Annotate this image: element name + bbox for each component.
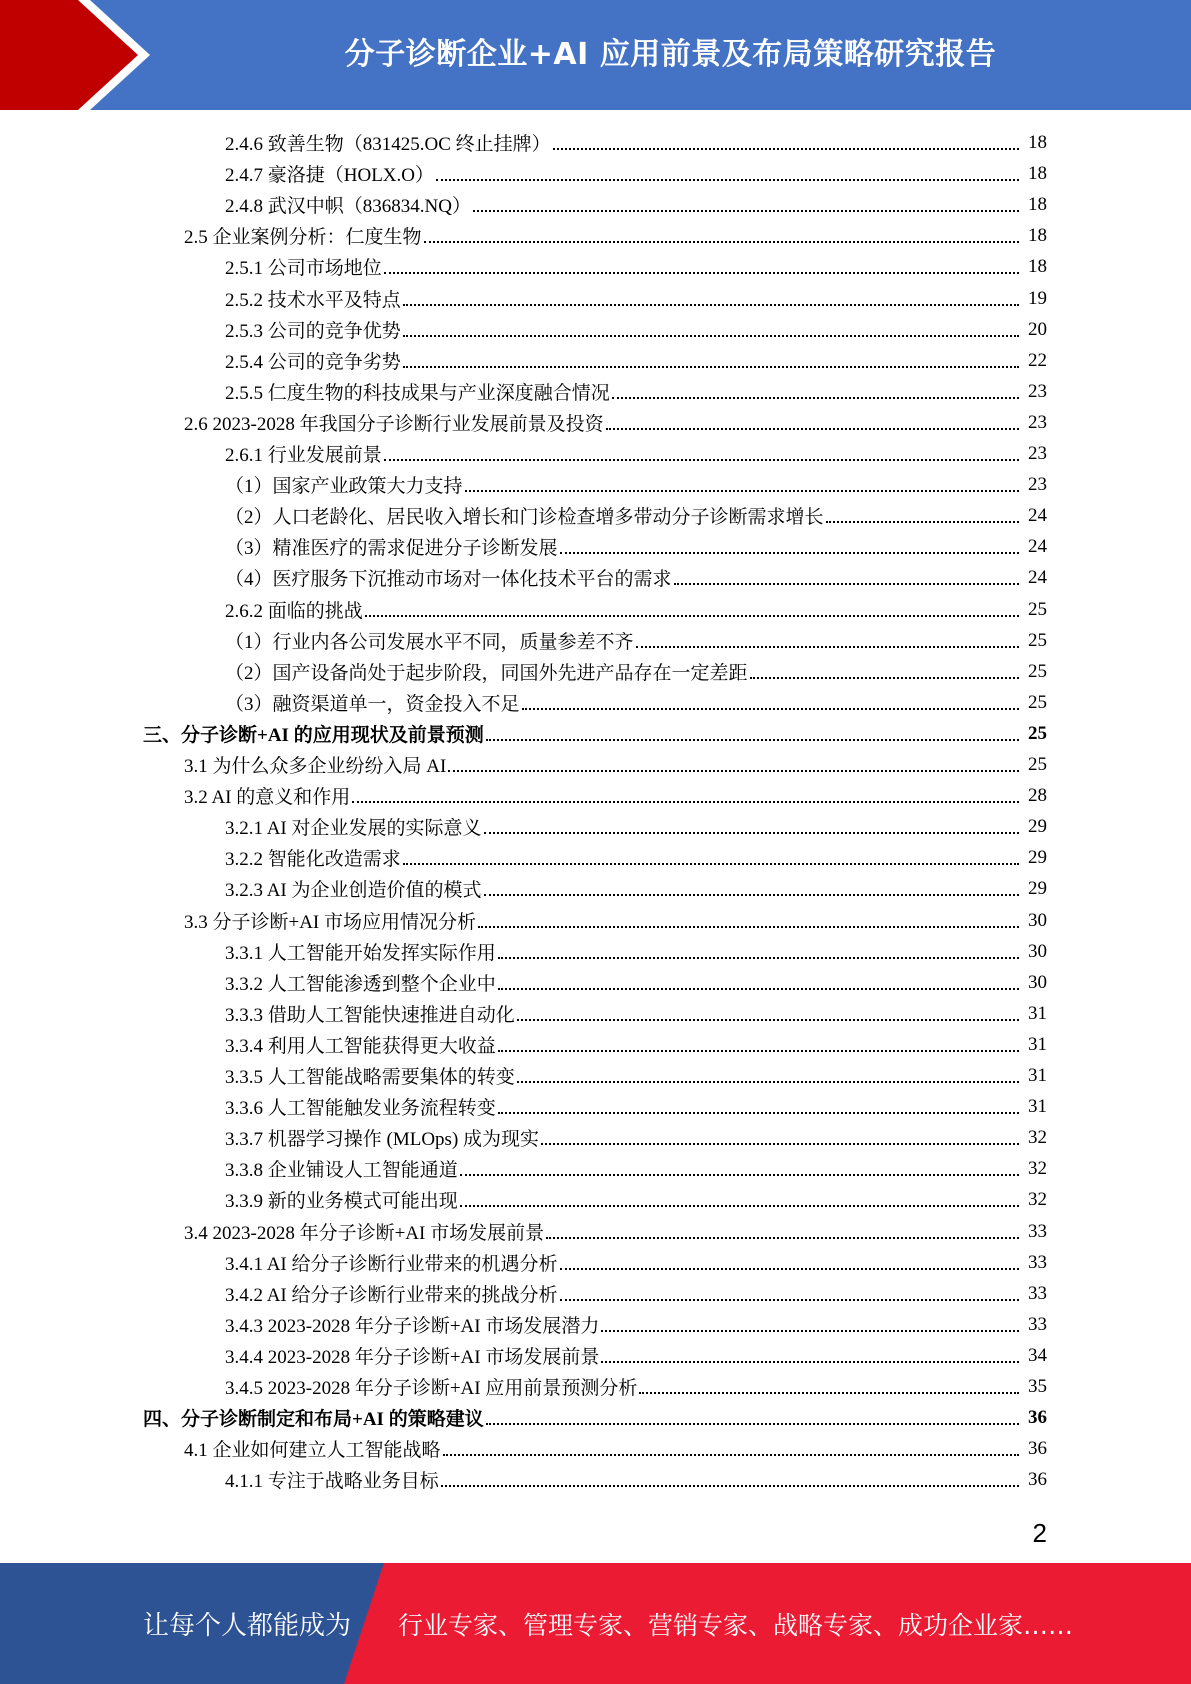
toc-entry-page: 34 bbox=[1028, 1344, 1047, 1366]
toc-entry[interactable] bbox=[143, 718, 1047, 749]
toc-leader-dots bbox=[460, 1204, 1019, 1207]
toc-entry-label: 3.2.1 AI 对企业发展的实际意义 bbox=[225, 818, 482, 839]
toc-entry-page: 35 bbox=[1028, 1375, 1047, 1397]
page-number: 2 bbox=[1032, 1518, 1047, 1548]
toc-leader-dots bbox=[403, 303, 1019, 306]
toc-entry[interactable] bbox=[225, 811, 1047, 842]
toc-entry[interactable] bbox=[225, 936, 1047, 967]
toc-entry-label: 2.5.4 公司的竞争劣势 bbox=[225, 352, 401, 373]
toc-leader-dots bbox=[560, 1267, 1019, 1270]
toc-entry-label: 2.6 2023-2028 年我国分子诊断行业发展前景及投资 bbox=[184, 414, 604, 435]
toc-leader-dots bbox=[826, 520, 1019, 523]
toc-entry-label: 2.5.3 公司的竞争优势 bbox=[225, 321, 401, 342]
toc-entry[interactable] bbox=[225, 531, 1047, 562]
toc-leader-dots bbox=[436, 178, 1019, 181]
toc-entry-label: 4.1 企业如何建立人工智能战略 bbox=[184, 1440, 441, 1461]
toc-entry-page: 18 bbox=[1028, 131, 1047, 153]
toc-leader-dots bbox=[541, 1142, 1019, 1145]
toc-leader-dots bbox=[606, 427, 1019, 430]
toc-entry-label: 4.1.1 专注于战略业务目标 bbox=[225, 1471, 439, 1492]
toc-entry-label: 3.4.5 2023-2028 年分子诊断+AI 应用前景预测分析 bbox=[225, 1378, 638, 1399]
toc-entry-label: （1）行业内各公司发展水平不同，质量参差不齐 bbox=[225, 632, 634, 653]
toc-entry-page: 25 bbox=[1028, 660, 1047, 682]
toc-entry-page: 30 bbox=[1028, 909, 1047, 931]
toc-entry[interactable] bbox=[225, 1091, 1047, 1122]
toc-entry-page: 25 bbox=[1028, 753, 1047, 775]
toc-entry[interactable] bbox=[225, 656, 1047, 687]
toc-entry-label: 3.3.8 企业铺设人工智能通道 bbox=[225, 1160, 458, 1181]
toc-entry[interactable] bbox=[225, 1029, 1047, 1060]
toc-entry-label: （3）精准医疗的需求促进分子诊断发展 bbox=[225, 538, 558, 559]
toc-entry-page: 29 bbox=[1028, 846, 1047, 868]
toc-leader-dots bbox=[441, 1484, 1019, 1487]
toc-leader-dots bbox=[636, 645, 1019, 648]
toc-entry-page: 29 bbox=[1028, 877, 1047, 899]
toc-entry-page: 31 bbox=[1028, 1033, 1047, 1055]
toc-entry-page: 30 bbox=[1028, 940, 1047, 962]
toc-entry-page: 24 bbox=[1028, 504, 1047, 526]
toc-entry[interactable] bbox=[225, 873, 1047, 904]
toc-entry-page: 31 bbox=[1028, 1002, 1047, 1024]
toc-entry-label: 3.3.6 人工智能触发业务流程转变 bbox=[225, 1098, 496, 1119]
toc-entry[interactable] bbox=[184, 1216, 1047, 1247]
toc-entry-label: 3.3.3 借助人工智能快速推进自动化 bbox=[225, 1005, 515, 1026]
toc-entry[interactable] bbox=[184, 905, 1047, 936]
toc-leader-dots bbox=[522, 707, 1019, 710]
toc-entry-page: 31 bbox=[1028, 1064, 1047, 1086]
toc-leader-dots bbox=[517, 1018, 1019, 1021]
toc-entry-page: 32 bbox=[1028, 1188, 1047, 1210]
toc-leader-dots bbox=[478, 925, 1019, 928]
toc-entry-page: 25 bbox=[1028, 629, 1047, 651]
toc-entry-label: 三、分子诊断+AI 的应用现状及前景预测 bbox=[143, 725, 484, 746]
footer-slogan: 让每个人都能成为 bbox=[143, 1611, 352, 1641]
toc-entry[interactable] bbox=[184, 407, 1047, 438]
toc-entry-label: 3.4.1 AI 给分子诊断行业带来的机遇分析 bbox=[225, 1254, 558, 1275]
toc-leader-dots bbox=[484, 893, 1019, 896]
toc-entry-page: 29 bbox=[1028, 815, 1047, 837]
toc-entry-label: 3.3.1 人工智能开始发挥实际作用 bbox=[225, 943, 496, 964]
toc-entry-page: 23 bbox=[1028, 411, 1047, 433]
toc-leader-dots bbox=[473, 209, 1019, 212]
toc-entry[interactable] bbox=[225, 967, 1047, 998]
toc-leader-dots bbox=[546, 1236, 1019, 1239]
toc-entry-label: （2）国产设备尚处于起步阶段，同国外先进产品存在一定差距 bbox=[225, 663, 748, 684]
toc-entry-page: 32 bbox=[1028, 1126, 1047, 1148]
toc-entry-label: 四、分子诊断制定和布局+AI 的策略建议 bbox=[143, 1409, 484, 1430]
toc-leader-dots bbox=[460, 1173, 1019, 1176]
page-footer bbox=[0, 1563, 1191, 1684]
toc-entry[interactable] bbox=[225, 469, 1047, 500]
toc-entry-label: 3.3.7 机器学习操作 (MLOps) 成为现实 bbox=[225, 1129, 540, 1150]
toc-leader-dots bbox=[484, 831, 1019, 834]
toc-leader-dots bbox=[384, 458, 1019, 461]
toc-leader-dots bbox=[448, 769, 1019, 772]
toc-leader-dots bbox=[486, 1422, 1019, 1425]
toc-entry-page: 18 bbox=[1028, 255, 1047, 277]
toc-leader-dots bbox=[517, 1080, 1019, 1083]
toc-entry-label: （1）国家产业政策大力支持 bbox=[225, 476, 463, 497]
toc-leader-dots bbox=[601, 1360, 1019, 1363]
toc-entry[interactable] bbox=[225, 189, 1047, 220]
toc-entry[interactable] bbox=[225, 687, 1047, 718]
toc-entry-label: 2.5.2 技术水平及特点 bbox=[225, 290, 401, 311]
toc-entry-page: 31 bbox=[1028, 1095, 1047, 1117]
toc-entry-label: 2.6.1 行业发展前景 bbox=[225, 445, 382, 466]
toc-entry[interactable] bbox=[225, 1309, 1047, 1340]
toc-entry-page: 23 bbox=[1028, 442, 1047, 464]
toc-entry[interactable] bbox=[225, 251, 1047, 282]
toc-entry[interactable] bbox=[225, 1278, 1047, 1309]
toc-entry[interactable] bbox=[184, 749, 1047, 780]
toc-entry[interactable] bbox=[225, 1464, 1047, 1495]
toc-entry-page: 33 bbox=[1028, 1313, 1047, 1335]
toc-entry-label: 2.5 企业案例分析：仁度生物 bbox=[184, 227, 422, 248]
toc-leader-dots bbox=[639, 1391, 1019, 1394]
toc-leader-dots bbox=[750, 676, 1019, 679]
toc-entry-page: 33 bbox=[1028, 1220, 1047, 1242]
toc-leader-dots bbox=[553, 147, 1019, 150]
toc-entry[interactable] bbox=[225, 562, 1047, 593]
toc-leader-dots bbox=[498, 987, 1019, 990]
toc-entry-page: 18 bbox=[1028, 162, 1047, 184]
toc-entry-label: 3.3.5 人工智能战略需要集体的转变 bbox=[225, 1067, 515, 1088]
toc-entry[interactable] bbox=[143, 1402, 1047, 1433]
toc-entry[interactable] bbox=[184, 1433, 1047, 1464]
toc-entry-page: 36 bbox=[1028, 1468, 1047, 1490]
toc-entry-page: 20 bbox=[1028, 318, 1047, 340]
toc-entry[interactable] bbox=[225, 314, 1047, 345]
toc-entry-page: 24 bbox=[1028, 566, 1047, 588]
toc-entry[interactable] bbox=[225, 500, 1047, 531]
toc-entry-label: 3.3 分子诊断+AI 市场应用情况分析 bbox=[184, 912, 477, 933]
toc-entry-page: 30 bbox=[1028, 971, 1047, 993]
toc-entry-page: 36 bbox=[1028, 1406, 1047, 1428]
toc-entry-page: 32 bbox=[1028, 1157, 1047, 1179]
toc-entry-label: 3.3.4 利用人工智能获得更大收益 bbox=[225, 1036, 496, 1057]
toc-entry[interactable] bbox=[225, 625, 1047, 656]
toc-entry-page: 24 bbox=[1028, 535, 1047, 557]
toc-entry-page: 18 bbox=[1028, 193, 1047, 215]
toc-leader-dots bbox=[384, 271, 1019, 274]
toc-entry-label: 3.2 AI 的意义和作用 bbox=[184, 787, 351, 808]
toc-entry[interactable] bbox=[225, 345, 1047, 376]
toc-entry-page: 23 bbox=[1028, 380, 1047, 402]
toc-leader-dots bbox=[403, 334, 1019, 337]
toc-entry-label: 2.4.6 致善生物（831425.OC 终止挂牌） bbox=[225, 134, 551, 155]
toc-entry-page: 28 bbox=[1028, 784, 1047, 806]
toc-entry-label: 2.5.1 公司市场地位 bbox=[225, 258, 382, 279]
toc-entry-label: 2.4.7 豪洛捷（HOLX.O） bbox=[225, 165, 434, 186]
toc-entry[interactable] bbox=[225, 376, 1047, 407]
toc-leader-dots bbox=[352, 800, 1019, 803]
toc-leader-dots bbox=[560, 1298, 1019, 1301]
toc-entry[interactable] bbox=[225, 1247, 1047, 1278]
toc-entry[interactable] bbox=[225, 438, 1047, 469]
toc-entry[interactable] bbox=[225, 1340, 1047, 1371]
toc-entry-label: 2.6.2 面临的挑战 bbox=[225, 601, 363, 622]
toc-entry[interactable] bbox=[225, 594, 1047, 625]
toc-entry-page: 19 bbox=[1028, 287, 1047, 309]
toc-entry-label: （2）人口老龄化、居民收入增长和门诊检查增多带动分子诊断需求增长 bbox=[225, 507, 824, 528]
toc-entry-page: 23 bbox=[1028, 473, 1047, 495]
toc-leader-dots bbox=[498, 956, 1019, 959]
toc-entry-label: 3.4.4 2023-2028 年分子诊断+AI 市场发展前景 bbox=[225, 1347, 600, 1368]
toc-entry[interactable] bbox=[184, 780, 1047, 811]
footer-roles: 行业专家、管理专家、营销专家、战略专家、成功企业家…… bbox=[398, 1610, 1074, 1640]
toc-entry-label: （3）融资渠道单一，资金投入不足 bbox=[225, 694, 520, 715]
toc-entry-page: 36 bbox=[1028, 1437, 1047, 1459]
toc-entry[interactable] bbox=[225, 158, 1047, 189]
toc-leader-dots bbox=[403, 365, 1019, 368]
toc-entry-label: 2.5.5 仁度生物的科技成果与产业深度融合情况 bbox=[225, 383, 610, 404]
page-header bbox=[0, 0, 1191, 110]
toc-entry-label: 3.2.2 智能化改造需求 bbox=[225, 849, 401, 870]
toc-entry-label: （4）医疗服务下沉推动市场对一体化技术平台的需求 bbox=[225, 569, 672, 590]
toc-entry[interactable] bbox=[225, 1060, 1047, 1091]
toc-leader-dots bbox=[443, 1453, 1019, 1456]
toc-leader-dots bbox=[403, 862, 1019, 865]
toc-entry[interactable] bbox=[225, 1371, 1047, 1402]
toc-leader-dots bbox=[674, 582, 1019, 585]
toc-entry-label: 3.4.2 AI 给分子诊断行业带来的挑战分析 bbox=[225, 1285, 558, 1306]
toc-leader-dots bbox=[365, 614, 1019, 617]
toc-entry-label: 3.2.3 AI 为企业创造价值的模式 bbox=[225, 880, 482, 901]
toc-entry-label: 2.4.8 武汉中帜（836834.NQ） bbox=[225, 196, 471, 217]
toc-leader-dots bbox=[465, 489, 1019, 492]
toc-leader-dots bbox=[498, 1049, 1019, 1052]
report-title: 分子诊断企业+AI 应用前景及布局策略研究报告 bbox=[344, 37, 997, 72]
toc-leader-dots bbox=[601, 1329, 1019, 1332]
toc-leader-dots bbox=[560, 551, 1019, 554]
toc-entry[interactable] bbox=[225, 1153, 1047, 1184]
toc-entry-label: 3.4 2023-2028 年分子诊断+AI 市场发展前景 bbox=[184, 1223, 545, 1244]
toc-entry-label: 3.3.9 新的业务模式可能出现 bbox=[225, 1191, 458, 1212]
toc-entry[interactable] bbox=[225, 283, 1047, 314]
toc-leader-dots bbox=[612, 396, 1019, 399]
toc-entry-page: 18 bbox=[1028, 224, 1047, 246]
toc-entry-page: 25 bbox=[1028, 598, 1047, 620]
toc-entry-label: 3.1 为什么众多企业纷纷入局 AI bbox=[184, 756, 447, 777]
toc-entry-page: 25 bbox=[1028, 691, 1047, 713]
toc-leader-dots bbox=[498, 1111, 1019, 1114]
header-red-arrow bbox=[0, 0, 138, 110]
toc-entry-page: 33 bbox=[1028, 1282, 1047, 1304]
toc-entry[interactable] bbox=[225, 842, 1047, 873]
toc-leader-dots bbox=[486, 738, 1019, 741]
toc-entry[interactable] bbox=[225, 998, 1047, 1029]
toc-entry-page: 25 bbox=[1028, 722, 1047, 744]
toc-entry[interactable] bbox=[225, 1184, 1047, 1215]
toc-entry-label: 3.3.2 人工智能渗透到整个企业中 bbox=[225, 974, 496, 995]
toc-entry-page: 22 bbox=[1028, 349, 1047, 371]
toc-entry[interactable] bbox=[225, 1122, 1047, 1153]
toc-entry[interactable] bbox=[184, 220, 1047, 251]
toc-entry-page: 33 bbox=[1028, 1251, 1047, 1273]
toc-leader-dots bbox=[424, 240, 1019, 243]
toc-entry[interactable] bbox=[225, 127, 1047, 158]
toc-entry-label: 3.4.3 2023-2028 年分子诊断+AI 市场发展潜力 bbox=[225, 1316, 600, 1337]
